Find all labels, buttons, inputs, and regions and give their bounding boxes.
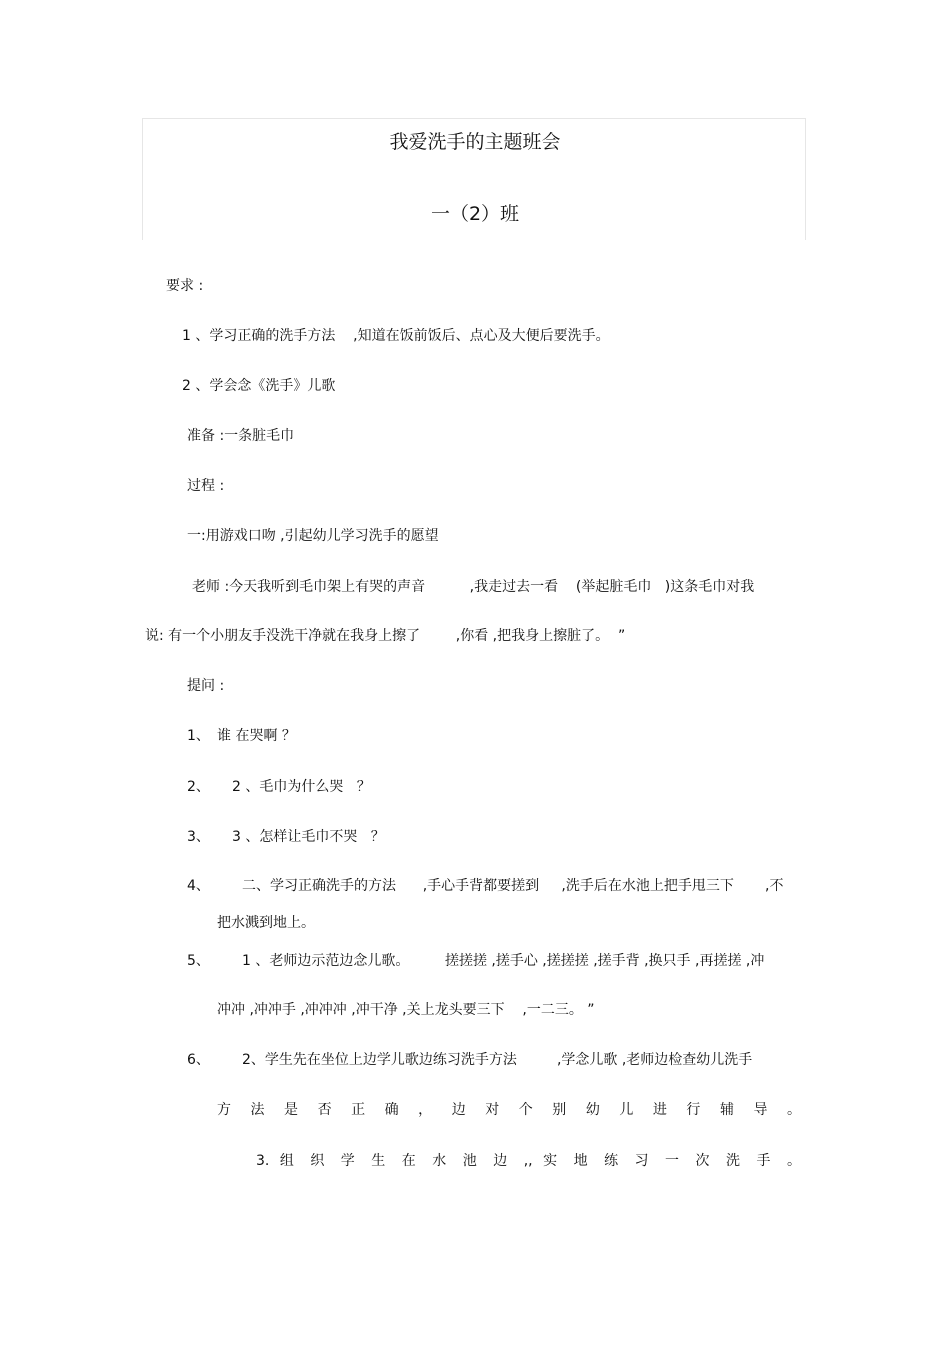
class-name: 一（2）班 [430,203,520,225]
item-5-line-2: 冲冲 ,冲冲手 ,冲冲冲 ,冲干净 ,关上龙头要三下 ,一二三。 ” [217,1002,595,1018]
question-3-number: 3、 [187,829,210,845]
question-1-number: 1、 [187,728,210,744]
item-6-number: 6、 [187,1052,210,1068]
item-5-number: 5、 [187,953,210,969]
requirement-1: 1 、学习正确的洗手方法 ,知道在饭前饭后、点心及大便后要洗手。 [182,328,610,344]
document-title: 我爱洗手的主题班会 [389,131,561,153]
step-1: 一:用游戏口吻 ,引起幼儿学习洗手的愿望 [187,528,439,544]
teacher-line-1: 老师 :今天我听到毛巾架上有哭的声音 ,我走过去一看 (举起脏毛巾 )这条毛巾对我 [192,579,755,595]
question-1-text: 谁 在哭啊 ？ [217,728,296,744]
item-5-line-1: 1 、老师边示范边念儿歌。 搓搓搓 ,搓手心 ,搓搓搓 ,搓手背 ,换只手 ,再搓搓 ,冲 [242,953,765,969]
preparation: 准备 :一条脏毛巾 [187,428,295,444]
process-label: 过程 : [187,478,225,494]
item-6-line-1: 2、学生先在坐位上边学儿歌边练习洗手方法 ,学念儿歌 ,老师边检查幼儿洗手 [242,1052,753,1068]
questions-label: 提问 : [187,678,225,694]
requirements-label: 要求 : [166,278,204,294]
item-6-line-3: 3. 组 织 学 生 在 水 池 边 ,, 实 地 练 习 一 次 洗 手 。 [256,1153,801,1169]
requirement-2: 2 、学会念《洗手》儿歌 [182,378,336,394]
item-4-line-1: 二、学习正确洗手的方法 ,手心手背都要搓到 ,洗手后在水池上把手甩三下 ,不 [242,878,784,894]
question-2-number: 2、 [187,779,210,795]
question-2-text: 2 、毛巾为什么哭 ？ [232,779,371,795]
teacher-line-2: 说: 有一个小朋友手没洗干净就在我身上擦了 ,你看 ,把我身上擦脏了。 ” [145,628,626,644]
item-6-line-2: 方 法 是 否 正 确 ， 边 对 个 别 幼 儿 进 行 辅 导 。 [217,1102,801,1118]
item-4-line-2: 把水溅到地上。 [217,915,315,931]
question-3-text: 3 、怎样让毛巾不哭 ？ [232,829,385,845]
item-4-number: 4、 [187,878,210,894]
